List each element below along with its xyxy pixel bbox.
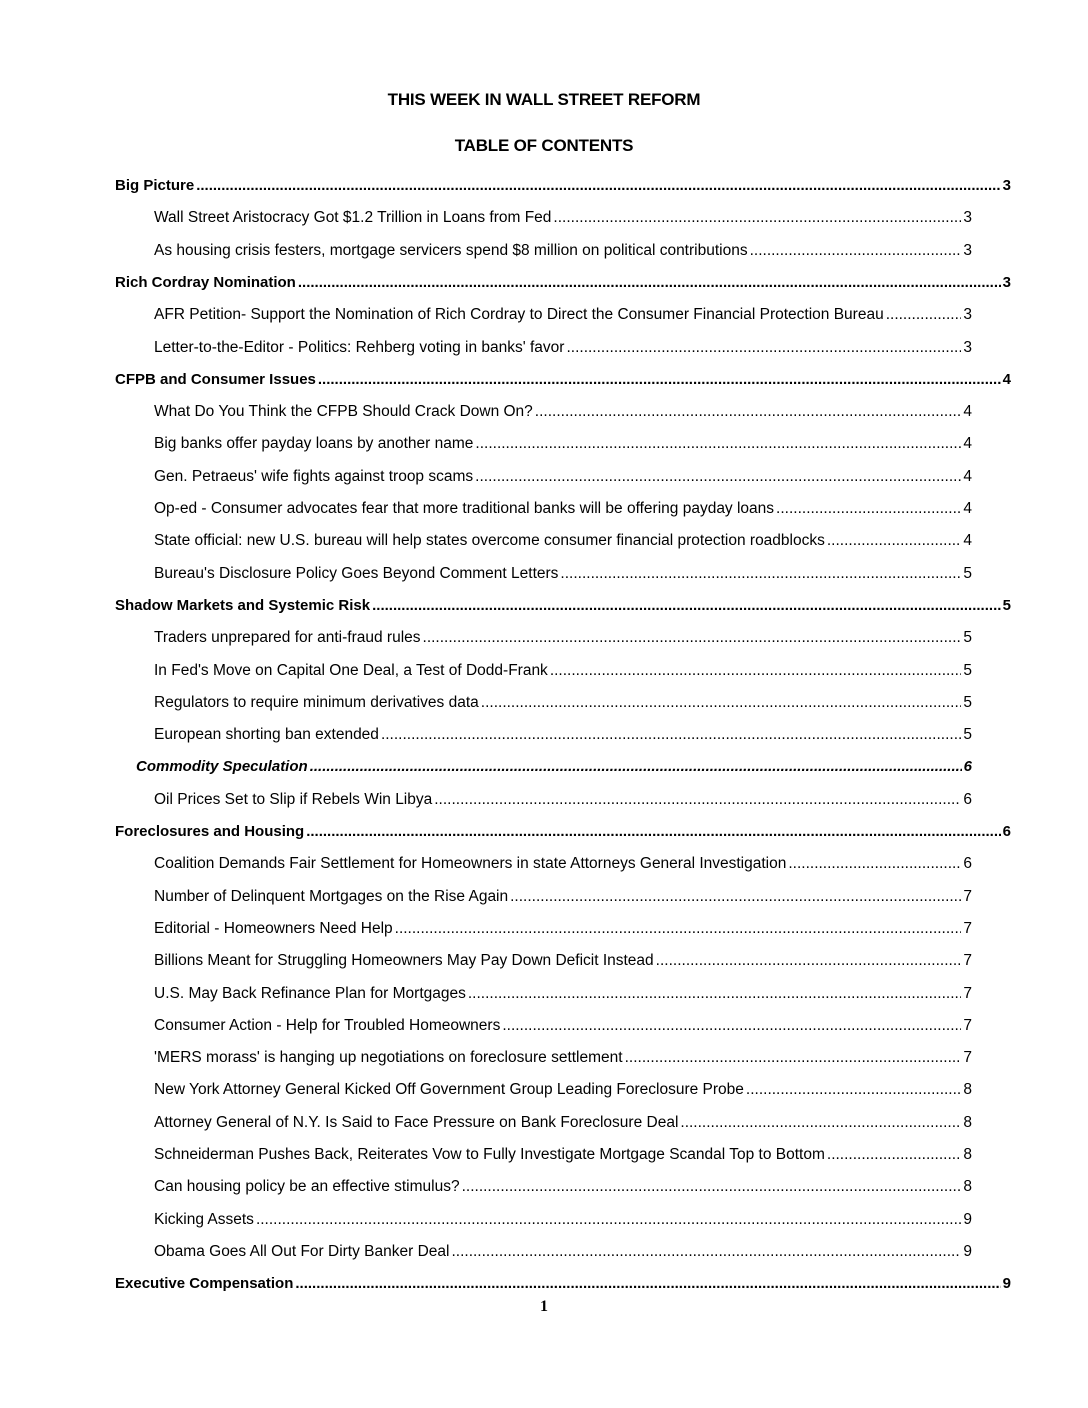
toc-dot-leader — [746, 1080, 961, 1100]
toc-entry[interactable] — [154, 1145, 972, 1165]
toc-entry[interactable] — [154, 499, 972, 519]
toc-entry[interactable] — [154, 1016, 972, 1036]
toc-dot-leader — [776, 499, 961, 519]
toc-entry[interactable] — [154, 1210, 972, 1230]
toc-entry-page: 8 — [963, 1178, 972, 1196]
toc-entry-page: 8 — [963, 1146, 972, 1163]
toc-entry-page: 8 — [963, 1081, 972, 1099]
toc-entry-page: 3 — [963, 241, 972, 259]
toc-entry[interactable] — [154, 338, 972, 358]
toc-entry-title: Consumer Action - Help for Troubled Homeowners — [154, 1016, 501, 1034]
toc-entry-page: 3 — [963, 338, 972, 356]
toc-entry-page: 6 — [963, 790, 972, 808]
toc-dot-leader — [306, 822, 1000, 842]
toc-entry[interactable] — [154, 693, 972, 713]
toc-entry-title: Foreclosures and Housing — [115, 823, 305, 840]
toc-entry-title: In Fed's Move on Capital One Deal, a Test of Dodd-Frank — [154, 661, 548, 679]
toc-dot-leader — [395, 919, 962, 939]
toc-entry-page: 3 — [1002, 177, 1011, 194]
toc-entry-page: 7 — [963, 1049, 972, 1067]
toc-entry-page: 4 — [963, 500, 972, 517]
toc-dot-leader — [475, 467, 961, 487]
toc-entry-title: Commodity Speculation — [136, 758, 308, 776]
toc-entry[interactable] — [154, 1113, 972, 1133]
toc-entry[interactable] — [115, 176, 1011, 196]
toc-entry[interactable] — [154, 919, 972, 939]
toc-entry-title: Wall Street Aristocracy Got $1.2 Trillion in Loans from Fed — [154, 209, 552, 227]
toc-entry-title: Executive Compensation — [115, 1275, 294, 1293]
toc-dot-leader — [462, 1177, 962, 1197]
toc-entry-page: 7 — [963, 984, 972, 1002]
toc-entry[interactable] — [154, 467, 972, 487]
toc-entry-title: State official: new U.S. bureau will help states overcome consumer financial protection roadblocks — [154, 532, 825, 550]
toc-entry-title: Rich Cordray Nomination — [115, 273, 296, 291]
toc-dot-leader — [481, 693, 962, 713]
toc-entry-title: Billions Meant for Struggling Homeowners May Pay Down Deficit Instead — [154, 952, 654, 970]
toc-dot-leader — [553, 208, 961, 228]
toc-dot-leader — [827, 531, 962, 551]
toc-dot-leader — [423, 628, 962, 648]
toc-entry[interactable] — [115, 370, 1011, 390]
toc-entry[interactable] — [154, 951, 972, 971]
toc-dot-leader — [468, 984, 962, 1004]
toc-dot-leader — [196, 176, 1000, 196]
toc-dot-leader — [502, 1016, 961, 1036]
toc-entry-page: 4 — [963, 403, 972, 421]
toc-entry[interactable] — [115, 596, 1011, 616]
page-number: 1 — [540, 1298, 548, 1315]
toc-entry-title: Coalition Demands Fair Settlement for Homeowners in state Attorneys General Investigation — [154, 855, 787, 873]
toc-dot-leader — [451, 1242, 961, 1262]
toc-dot-leader — [656, 951, 962, 971]
toc-entry-page: 5 — [963, 661, 972, 679]
toc-entry[interactable] — [154, 790, 972, 810]
toc-entry[interactable] — [154, 208, 972, 228]
toc-entry-page: 9 — [963, 1210, 972, 1228]
toc-entry[interactable] — [154, 402, 972, 422]
toc-dot-leader — [298, 273, 1001, 293]
toc-entry-title: New York Attorney General Kicked Off Government Group Leading Foreclosure Probe — [154, 1081, 744, 1099]
toc-entry-page: 7 — [963, 952, 972, 970]
toc-entry[interactable] — [154, 1242, 972, 1262]
toc-entry-page: 3 — [1002, 273, 1011, 291]
toc-entry[interactable] — [154, 1080, 972, 1100]
toc-entry[interactable] — [154, 984, 972, 1004]
toc-entry[interactable] — [154, 434, 972, 454]
toc-entry[interactable] — [154, 305, 972, 325]
toc-entry-page: 5 — [963, 629, 972, 647]
toc-dot-leader — [550, 661, 962, 681]
toc-dot-leader — [381, 725, 961, 745]
toc-entry-page: 6 — [963, 855, 972, 873]
toc-entry-title: Editorial - Homeowners Need Help — [154, 919, 393, 937]
toc-entry-title: 'MERS morass' is hanging up negotiations on foreclosure settlement — [154, 1049, 623, 1067]
toc-dot-leader — [566, 338, 961, 358]
toc-entry-page: 9 — [1002, 1275, 1011, 1293]
toc-dot-leader — [295, 1274, 1000, 1294]
toc-entry-title: AFR Petition- Support the Nomination of Rich Cordray to Direct the Consumer Financial Protection Bureau — [154, 306, 884, 324]
toc-entry[interactable] — [154, 531, 972, 551]
toc-entry-page: 6 — [963, 758, 972, 776]
toc-entry-title: Big banks offer payday loans by another name — [154, 435, 474, 453]
toc-entry[interactable] — [154, 628, 972, 648]
toc-dot-leader — [886, 305, 962, 325]
toc-entry-title: As housing crisis festers, mortgage servicers spend $8 million on political contributions — [154, 241, 748, 259]
toc-entry[interactable] — [154, 887, 972, 907]
toc-entry[interactable] — [115, 822, 1011, 842]
toc-entry-title: CFPB and Consumer Issues — [115, 370, 316, 388]
toc-dot-leader — [475, 434, 961, 454]
toc-entry-page: 5 — [1002, 596, 1011, 614]
toc-entry[interactable] — [115, 1274, 1011, 1294]
toc-entry-title: Can housing policy be an effective stimulus? — [154, 1178, 460, 1196]
toc-dot-leader — [256, 1210, 961, 1230]
toc-dot-leader — [680, 1113, 961, 1133]
toc-entry-title: Op-ed - Consumer advocates fear that more traditional banks will be offering payday loans — [154, 500, 775, 517]
toc-dot-leader — [625, 1048, 962, 1068]
toc-dot-leader — [318, 370, 1001, 390]
toc-entry-title: Bureau's Disclosure Policy Goes Beyond Comment Letters — [154, 564, 559, 582]
toc-entry-title: Gen. Petraeus' wife fights against troop scams — [154, 467, 474, 485]
toc-entry-page: 5 — [963, 693, 972, 711]
toc-entry-page: 9 — [963, 1242, 972, 1260]
toc-dot-leader — [560, 564, 961, 584]
toc-entry-title: Schneiderman Pushes Back, Reiterates Vow to Fully Investigate Mortgage Scandal Top to Bottom — [154, 1146, 825, 1163]
toc-entry[interactable] — [154, 725, 972, 745]
toc-entry-page: 4 — [1002, 370, 1011, 388]
toc-entry-page: 8 — [963, 1113, 972, 1131]
toc-entry[interactable] — [154, 1177, 972, 1197]
toc-dot-leader — [310, 757, 962, 777]
toc-entry-title: Attorney General of N.Y. Is Said to Face Pressure on Bank Foreclosure Deal — [154, 1113, 679, 1131]
toc-entry[interactable] — [136, 757, 972, 777]
toc-dot-leader — [788, 854, 961, 874]
toc-entry-title: Letter-to-the-Editor - Politics: Rehberg voting in banks' favor — [154, 338, 565, 356]
toc-entry-title: Obama Goes All Out For Dirty Banker Deal — [154, 1242, 450, 1260]
toc-entry-title: Regulators to require minimum derivatives data — [154, 693, 479, 711]
toc-entry[interactable] — [154, 1048, 972, 1068]
toc-entry-title: U.S. May Back Refinance Plan for Mortgages — [154, 984, 466, 1002]
toc-entry-title: Number of Delinquent Mortgages on the Rise Again — [154, 887, 509, 905]
toc-heading: TABLE OF CONTENTS — [454, 136, 634, 155]
toc-entry-page: 7 — [963, 887, 972, 905]
toc-entry-page: 7 — [963, 919, 972, 937]
toc-entry[interactable] — [154, 661, 972, 681]
toc-dot-leader — [827, 1145, 961, 1165]
toc-entry-page: 4 — [963, 532, 972, 550]
toc-entry[interactable] — [154, 854, 972, 874]
toc-entry[interactable] — [154, 564, 972, 584]
toc-entry-page: 7 — [963, 1016, 972, 1034]
toc-dot-leader — [750, 241, 962, 261]
toc-entry-page: 4 — [963, 435, 972, 453]
toc-entry-title: Kicking Assets — [154, 1210, 254, 1228]
toc-entry-page: 6 — [1002, 823, 1011, 840]
toc-dot-leader — [535, 402, 962, 422]
toc-entry-title: Big Picture — [115, 177, 195, 194]
toc-entry-title: European shorting ban extended — [154, 726, 379, 744]
toc-entry-title: Traders unprepared for anti-fraud rules — [154, 629, 421, 647]
toc-entry-title: What Do You Think the CFPB Should Crack Down On? — [154, 403, 533, 421]
toc-dot-leader — [434, 790, 961, 810]
toc-entry[interactable] — [115, 273, 1011, 293]
toc-entry-page: 5 — [963, 564, 972, 582]
document-title: THIS WEEK IN WALL STREET REFORM — [387, 90, 701, 109]
toc-entry-page: 3 — [963, 306, 972, 324]
toc-entry-title: Oil Prices Set to Slip if Rebels Win Libya — [154, 790, 433, 808]
toc-entry-page: 5 — [963, 726, 972, 744]
toc-entry-title: Shadow Markets and Systemic Risk — [115, 596, 371, 614]
toc-dot-leader — [510, 887, 961, 907]
toc-entry-page: 3 — [963, 209, 972, 227]
toc-dot-leader — [372, 596, 1001, 616]
toc-entry-page: 4 — [963, 467, 972, 485]
toc-entry[interactable] — [154, 241, 972, 261]
